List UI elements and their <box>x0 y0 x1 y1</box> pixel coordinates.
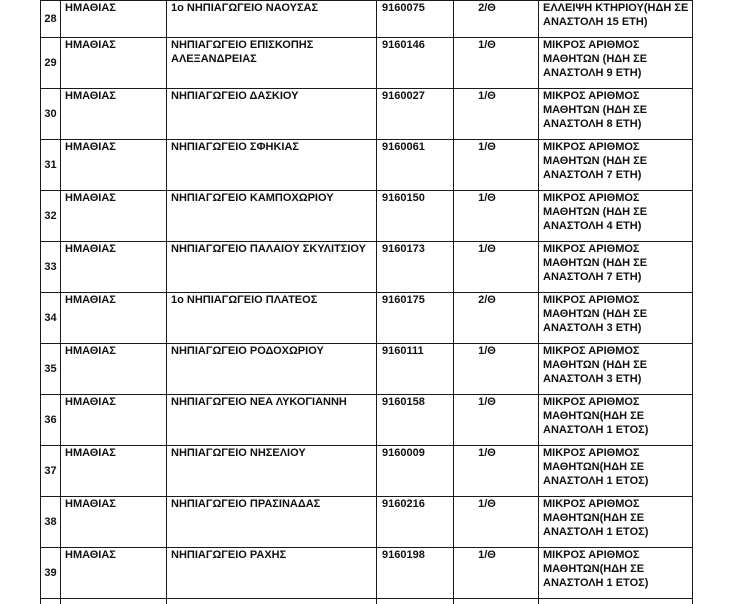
row-number: 39 <box>41 548 61 599</box>
table-row <box>41 344 693 395</box>
reason-cell: ΜΙΚΡΟΣ ΑΡΙΘΜΟΣ ΜΑΘΗΤΩΝ (ΗΔΗ ΣΕ ΑΝΑΣΤΟΛΗ 7 ΕΤΗ) <box>539 242 693 293</box>
school-code-cell: 9160111 <box>377 344 454 395</box>
table-row <box>41 38 693 89</box>
row-number: 36 <box>41 395 61 446</box>
table-row <box>41 89 693 140</box>
school-code-cell: 9160061 <box>377 140 454 191</box>
row-number: 29 <box>41 38 61 89</box>
school-code-cell: 9160198 <box>377 548 454 599</box>
reason-cell: ΕΛΛΕΙΨΗ ΚΤΗΡΙΟΥ(ΗΔΗ ΣΕ ΑΝΑΣΤΟΛΗ 15 ΕΤΗ) <box>539 1 693 38</box>
positions-cell: 1/Θ <box>454 446 539 497</box>
prefecture-cell: ΗΜΑΘΙΑΣ <box>61 242 167 293</box>
row-number: 30 <box>41 89 61 140</box>
row-number: 35 <box>41 344 61 395</box>
reason-cell: ΜΙΚΡΟΣ ΑΡΙΘΜΟΣ ΜΑΘΗΤΩΝ(ΗΔΗ ΣΕ ΑΝΑΣΤΟΛΗ 1 ΕΤΟΣ) <box>539 548 693 599</box>
table-row <box>41 293 693 344</box>
reason-cell: ΜΙΚΡΟΣ ΑΡΙΘΜΟΣ ΜΑΘΗΤΩΝ (ΗΔΗ ΣΕ ΑΝΑΣΤΟΛΗ 8 ΕΤΗ) <box>539 89 693 140</box>
reason-cell: ΜΙΚΡΟΣ ΑΡΙΘΜΟΣ ΜΑΘΗΤΩΝ (ΗΔΗ ΣΕ ΑΝΑΣΤΟΛΗ 3 ΕΤΗ) <box>539 344 693 395</box>
row-number: 38 <box>41 497 61 548</box>
school-name-cell: ΝΗΠΙΑΓΩΓΕΙΟ ΚΑΜΠΟΧΩΡΙΟΥ <box>167 191 377 242</box>
school-code-cell: 9160150 <box>377 191 454 242</box>
positions-cell: 1/Θ <box>454 191 539 242</box>
positions-cell: 1/Θ <box>454 344 539 395</box>
prefecture-cell: ΗΜΑΘΙΑΣ <box>61 38 167 89</box>
table-row <box>41 446 693 497</box>
school-name-cell: ΝΗΠΙΑΓΩΓΕΙΟ ΣΦΗΚΙΑΣ <box>167 140 377 191</box>
prefecture-cell: ΗΜΑΘΙΑΣ <box>61 344 167 395</box>
row-number: 34 <box>41 293 61 344</box>
cut-off-cell <box>377 599 454 604</box>
prefecture-cell: ΗΜΑΘΙΑΣ <box>61 395 167 446</box>
row-number: 31 <box>41 140 61 191</box>
table-row <box>41 191 693 242</box>
positions-cell: 2/Θ <box>454 1 539 38</box>
cut-off-cell <box>61 599 167 604</box>
suspended-schools-table <box>40 0 693 604</box>
school-name-cell: ΝΗΠΙΑΓΩΓΕΙΟ ΔΑΣΚΙΟΥ <box>167 89 377 140</box>
school-code-cell: 9160173 <box>377 242 454 293</box>
reason-cell: ΜΙΚΡΟΣ ΑΡΙΘΜΟΣ ΜΑΘΗΤΩΝ(ΗΔΗ ΣΕ ΑΝΑΣΤΟΛΗ 1 ΕΤΟΣ) <box>539 446 693 497</box>
row-number: 33 <box>41 242 61 293</box>
prefecture-cell: ΗΜΑΘΙΑΣ <box>61 548 167 599</box>
reason-cell: ΜΙΚΡΟΣ ΑΡΙΘΜΟΣ ΜΑΘΗΤΩΝ(ΗΔΗ ΣΕ ΑΝΑΣΤΟΛΗ 1 ΕΤΟΣ) <box>539 395 693 446</box>
prefecture-cell: ΗΜΑΘΙΑΣ <box>61 140 167 191</box>
reason-cell: ΜΙΚΡΟΣ ΑΡΙΘΜΟΣ ΜΑΘΗΤΩΝ (ΗΔΗ ΣΕ ΑΝΑΣΤΟΛΗ 7 ΕΤΗ) <box>539 140 693 191</box>
positions-cell: 1/Θ <box>454 548 539 599</box>
school-name-cell: ΝΗΠΙΑΓΩΓΕΙΟ ΡΑΧΗΣ <box>167 548 377 599</box>
prefecture-cell: ΗΜΑΘΙΑΣ <box>61 191 167 242</box>
row-number: 37 <box>41 446 61 497</box>
table-row <box>41 140 693 191</box>
school-code-cell: 9160009 <box>377 446 454 497</box>
positions-cell: 2/Θ <box>454 293 539 344</box>
reason-cell: ΜΙΚΡΟΣ ΑΡΙΘΜΟΣ ΜΑΘΗΤΩΝ (ΗΔΗ ΣΕ ΑΝΑΣΤΟΛΗ 4 ΕΤΗ) <box>539 191 693 242</box>
table-row <box>41 548 693 599</box>
school-name-cell: 1ο ΝΗΠΙΑΓΩΓΕΙΟ ΝΑΟΥΣΑΣ <box>167 1 377 38</box>
school-code-cell: 9160075 <box>377 1 454 38</box>
positions-cell: 1/Θ <box>454 38 539 89</box>
row-number: 32 <box>41 191 61 242</box>
cut-off-cell <box>41 599 61 604</box>
school-code-cell: 9160216 <box>377 497 454 548</box>
table-row <box>41 1 693 38</box>
table-row-cut-off <box>41 599 693 604</box>
positions-cell: 1/Θ <box>454 497 539 548</box>
table-row <box>41 395 693 446</box>
prefecture-cell: ΗΜΑΘΙΑΣ <box>61 293 167 344</box>
table-row <box>41 242 693 293</box>
school-name-cell: ΝΗΠΙΑΓΩΓΕΙΟ ΠΡΑΣΙΝΑΔΑΣ <box>167 497 377 548</box>
positions-cell: 1/Θ <box>454 242 539 293</box>
positions-cell: 1/Θ <box>454 89 539 140</box>
school-name-cell: 1ο ΝΗΠΙΑΓΩΓΕΙΟ ΠΛΑΤΕΟΣ <box>167 293 377 344</box>
prefecture-cell: ΗΜΑΘΙΑΣ <box>61 89 167 140</box>
school-code-cell: 9160158 <box>377 395 454 446</box>
cut-off-cell <box>167 599 377 604</box>
school-name-cell: ΝΗΠΙΑΓΩΓΕΙΟ ΠΑΛΑΙΟΥ ΣΚΥΛΙΤΣΙΟΥ <box>167 242 377 293</box>
school-name-cell: ΝΗΠΙΑΓΩΓΕΙΟ ΝΕΑ ΛΥΚΟΓΙΑΝΝΗ <box>167 395 377 446</box>
reason-cell: ΜΙΚΡΟΣ ΑΡΙΘΜΟΣ ΜΑΘΗΤΩΝ (ΗΔΗ ΣΕ ΑΝΑΣΤΟΛΗ 3 ΕΤΗ) <box>539 293 693 344</box>
school-name-cell: ΝΗΠΙΑΓΩΓΕΙΟ ΕΠΙΣΚΟΠΗΣ ΑΛΕΞΑΝΔΡΕΙΑΣ <box>167 38 377 89</box>
prefecture-cell: ΗΜΑΘΙΑΣ <box>61 497 167 548</box>
school-code-cell: 9160175 <box>377 293 454 344</box>
cut-off-cell <box>454 599 539 604</box>
table-row <box>41 497 693 548</box>
positions-cell: 1/Θ <box>454 140 539 191</box>
prefecture-cell: ΗΜΑΘΙΑΣ <box>61 446 167 497</box>
row-number: 28 <box>41 1 61 38</box>
school-code-cell: 9160146 <box>377 38 454 89</box>
reason-cell: ΜΙΚΡΟΣ ΑΡΙΘΜΟΣ ΜΑΘΗΤΩΝ (ΗΔΗ ΣΕ ΑΝΑΣΤΟΛΗ 9 ΕΤΗ) <box>539 38 693 89</box>
reason-cell: ΜΙΚΡΟΣ ΑΡΙΘΜΟΣ ΜΑΘΗΤΩΝ(ΗΔΗ ΣΕ ΑΝΑΣΤΟΛΗ 1 ΕΤΟΣ) <box>539 497 693 548</box>
positions-cell: 1/Θ <box>454 395 539 446</box>
school-name-cell: ΝΗΠΙΑΓΩΓΕΙΟ ΡΟΔΟΧΩΡΙΟΥ <box>167 344 377 395</box>
prefecture-cell: ΗΜΑΘΙΑΣ <box>61 1 167 38</box>
school-name-cell: ΝΗΠΙΑΓΩΓΕΙΟ ΝΗΣΕΛΙΟΥ <box>167 446 377 497</box>
cut-off-cell <box>539 599 693 604</box>
table-body <box>41 1 693 604</box>
school-code-cell: 9160027 <box>377 89 454 140</box>
